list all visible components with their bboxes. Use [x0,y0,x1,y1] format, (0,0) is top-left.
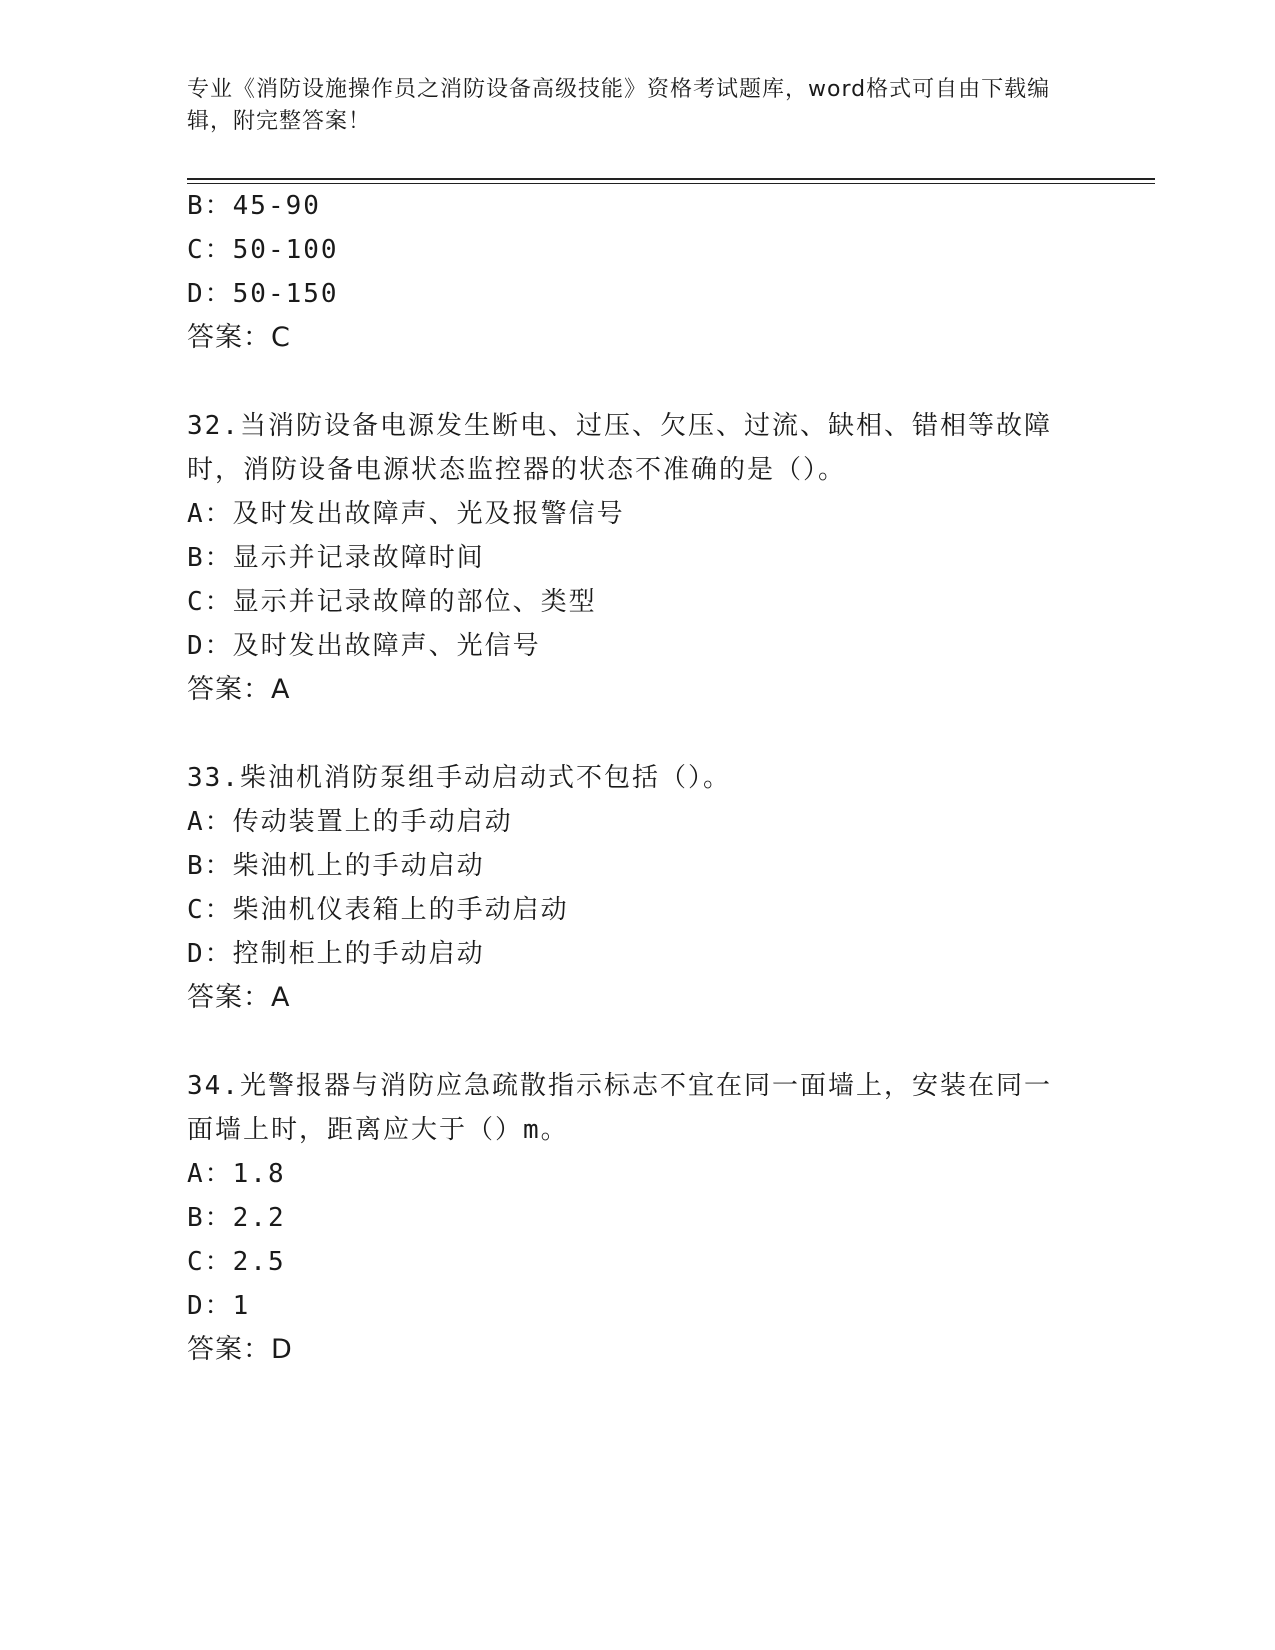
q33-option-a: A：传动装置上的手动启动 [187,807,513,837]
q32-option-b: B：显示并记录故障时间 [187,543,485,573]
q32-option-d: D：及时发出故障声、光信号 [187,631,541,661]
q33-option-c: C：柴油机仪表箱上的手动启动 [187,895,569,925]
q34-option-a: A：1.8 [187,1159,286,1189]
q34-stem-line2: 面墙上时，距离应大于（）m。 [187,1115,569,1145]
header-rule-thin [187,183,1155,184]
prev-option-c: C：50-100 [187,235,339,265]
q32-option-a: A：及时发出故障声、光及报警信号 [187,499,625,529]
header-rule-thick [187,178,1155,180]
q33-stem-line1: 33.柴油机消防泵组手动启动式不包括（）。 [187,763,731,793]
q32-option-c: C：显示并记录故障的部位、类型 [187,587,597,617]
q34-answer: 答案：D [187,1334,293,1365]
q34-stem-line1: 34.光警报器与消防应急疏散指示标志不宜在同一面墙上，安装在同一 [187,1071,1052,1101]
q33-option-d: D：控制柜上的手动启动 [187,939,485,969]
q32-answer: 答案：A [187,674,291,705]
q32-stem-line1: 32.当消防设备电源发生断电、过压、欠压、过流、缺相、错相等故障 [187,411,1052,441]
prev-option-b: B：45-90 [187,191,321,221]
q34-option-d: D：1 [187,1291,251,1321]
q34-option-b: B：2.2 [187,1203,286,1233]
prev-answer: 答案：C [187,322,291,353]
q32-stem-line2: 时，消防设备电源状态监控器的状态不准确的是（）。 [187,455,847,485]
prev-option-d: D：50-150 [187,279,339,309]
q33-option-b: B：柴油机上的手动启动 [187,851,485,881]
q33-answer: 答案：A [187,982,291,1013]
document-header: 专业《消防设施操作员之消防设备高级技能》资格考试题库，word格式可自由下载编辑，附完整答案！ [187,77,1051,134]
q34-option-c: C：2.5 [187,1247,286,1277]
